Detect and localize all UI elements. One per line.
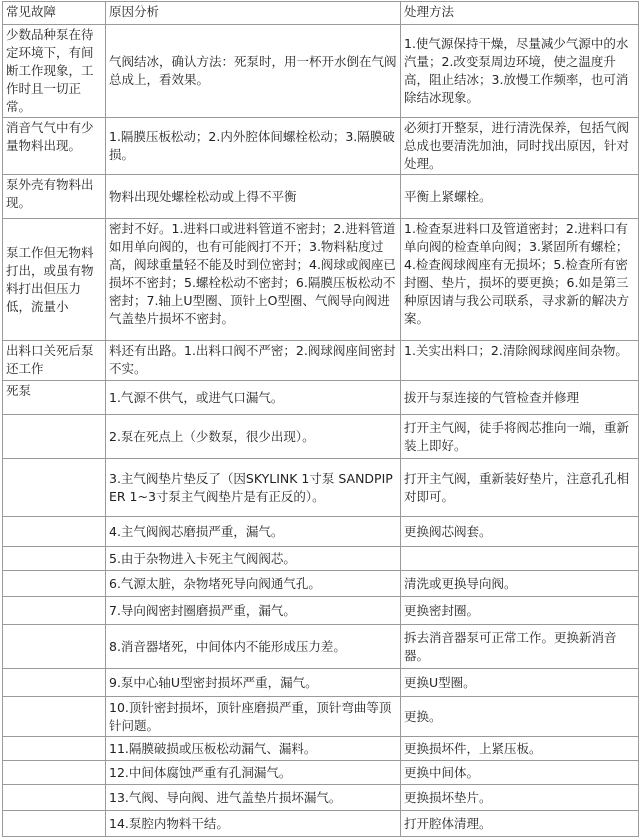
- solution-cell: 更换。: [401, 697, 639, 737]
- fault-cell: [3, 415, 106, 459]
- table-row: [3, 547, 639, 571]
- cause-cell: 气阀结冰，确认方法：死泵时，用一杯开水倒在气阀总成上，看效果。: [106, 25, 401, 118]
- cause-cell: 物料出现处螺栓松动或上得不平衡: [106, 175, 401, 219]
- solution-cell: 更换损坏垫片。: [401, 785, 639, 811]
- solution-cell: [401, 547, 639, 571]
- solution-cell: 更换中间体。: [401, 761, 639, 785]
- table-row: [3, 459, 639, 517]
- cause-cell: 7.导向阀密封圈磨损严重，漏气。: [106, 597, 401, 625]
- cause-cell: 1.隔膜压板松动；2.内外腔体间螺栓松动；3.隔膜破损。: [106, 118, 401, 175]
- fault-cell: [3, 669, 106, 697]
- table-row: [3, 219, 639, 341]
- solution-cell: 拆去消音器泵可正常工作。更换新消音器。: [401, 625, 639, 669]
- table-row: [3, 381, 639, 415]
- solution-cell: 打开主气阀，重新装好垫片，注意孔孔相对即可。: [401, 459, 639, 517]
- header-cause: 原因分析: [106, 2, 401, 25]
- solution-cell: 更换密封圈。: [401, 597, 639, 625]
- fault-cell: 死泵: [3, 381, 106, 415]
- cause-cell: 5.由于杂物进入卡死主气阀阀芯。: [106, 547, 401, 571]
- cause-cell: 密封不好。1.进料口或进料管道不密封；2.进料管道如用单向阀的，也有可能阀打不开；3.物料粘度过高，阀球重量轻不能及时到位密封；4.阀球或阀座已损坏不密封；5.螺栓松动不密封；6.隔膜压板松动不密封；7.轴上U型圈、顶针上O型圈、气阀导向阀进气盖垫片损坏不密封。: [106, 219, 401, 341]
- table-row: [3, 517, 639, 547]
- cause-cell: 10.顶针密封损坏，顶针座磨损严重，顶针弯曲等顶针问题。: [106, 697, 401, 737]
- header-solution: 处理方法: [401, 2, 639, 25]
- fault-cell: [3, 547, 106, 571]
- cause-cell: 13.气阀、导向阀、进气盖垫片损坏漏气。: [106, 785, 401, 811]
- solution-cell: 打开腔体清理。: [401, 811, 639, 837]
- fault-cell: 泵工作但无物料打出，或虽有物料打出但压力低，流量小: [3, 219, 106, 341]
- cause-cell: 3.主气阀垫片垫反了（因SKYLINK 1寸泵 SANDPIPER 1~3寸泵主气阀垫片是有正反的）。: [106, 459, 401, 517]
- fault-cell: 少数品种泵在待定环境下，有间断工作现象，工作时且一切正常。: [3, 25, 106, 118]
- table-row: [3, 669, 639, 697]
- table-row: [3, 571, 639, 597]
- fault-cell: [3, 785, 106, 811]
- fault-cell: 消音气气中有少量物料出现。: [3, 118, 106, 175]
- solution-cell: 更换U型圈。: [401, 669, 639, 697]
- table-row: [3, 25, 639, 118]
- solution-cell: 必须打开整泵，进行清洗保养，包括气阀总成也要清洗加油，同时找出原因，针对处理。: [401, 118, 639, 175]
- table-row: [3, 341, 639, 381]
- cause-cell: 12.中间体腐蚀严重有孔洞漏气。: [106, 761, 401, 785]
- solution-cell: 清洗或更换导向阀。: [401, 571, 639, 597]
- table-row: [3, 811, 639, 837]
- solution-cell: 更换损坏件，上紧压板。: [401, 737, 639, 761]
- fault-cell: [3, 737, 106, 761]
- table-row: [3, 597, 639, 625]
- fault-cell: [3, 459, 106, 517]
- fault-cell: [3, 597, 106, 625]
- cause-cell: 料还有出路。1.出料口阀不严密；2.阀球阀座间密封不实。: [106, 341, 401, 381]
- table-row: [3, 118, 639, 175]
- fault-cell: [3, 811, 106, 837]
- solution-cell: 平衡上紧螺栓。: [401, 175, 639, 219]
- cause-cell: 11.隔膜破损或压板松动漏气、漏料。: [106, 737, 401, 761]
- fault-cell: [3, 697, 106, 737]
- header-row: [3, 2, 639, 25]
- cause-cell: 14.泵腔内物料干结。: [106, 811, 401, 837]
- fault-table: [2, 1, 639, 837]
- cause-cell: 1.气源不供气，或进气口漏气。: [106, 381, 401, 415]
- header-fault: 常见故障: [3, 2, 106, 25]
- table-row: [3, 625, 639, 669]
- fault-cell: 泵外壳有物料出现。: [3, 175, 106, 219]
- solution-cell: 1.检查泵进料口及管道密封；2.进料口有单向阀的检查单向阀；3.紧固所有螺栓；4.检查阀球阀座有无损坏；5.检查所有密封圈、垫片，损坏的要更换；6.如是第三种原因请与我公司联系，寻求新的解决方案。: [401, 219, 639, 341]
- fault-cell: [3, 625, 106, 669]
- cause-cell: 9.泵中心轴U型密封损坏严重，漏气。: [106, 669, 401, 697]
- solution-cell: 拔开与泵连接的气管检查并修理: [401, 381, 639, 415]
- cause-cell: 4.主气阀阀芯磨损严重，漏气。: [106, 517, 401, 547]
- table-row: [3, 175, 639, 219]
- fault-cell: [3, 571, 106, 597]
- cause-cell: 8.消音器堵死，中间体内不能形成压力差。: [106, 625, 401, 669]
- cause-cell: 2.泵在死点上（少数泵，很少出现）。: [106, 415, 401, 459]
- table-row: [3, 697, 639, 737]
- fault-cell: [3, 761, 106, 785]
- solution-cell: 更换阀芯阀套。: [401, 517, 639, 547]
- fault-cell: [3, 517, 106, 547]
- cause-cell: 6.气源太脏，杂物堵死导向阀通气孔。: [106, 571, 401, 597]
- table-row: [3, 761, 639, 785]
- solution-cell: 1.使气源保持干燥，尽量减少气源中的水汽量；2.改变泵周边环境，使之温度升高，阻止结冰；3.放慢工作频率，也可消除结冰现象。: [401, 25, 639, 118]
- table-row: [3, 415, 639, 459]
- table-row: [3, 785, 639, 811]
- fault-cell: 出料口关死后泵还工作: [3, 341, 106, 381]
- table-row: [3, 737, 639, 761]
- solution-cell: 打开主气阀，徒手将阀芯推向一端，重新装上即好。: [401, 415, 639, 459]
- solution-cell: 1.关实出料口；2.清除阀球阀座间杂物。: [401, 341, 639, 381]
